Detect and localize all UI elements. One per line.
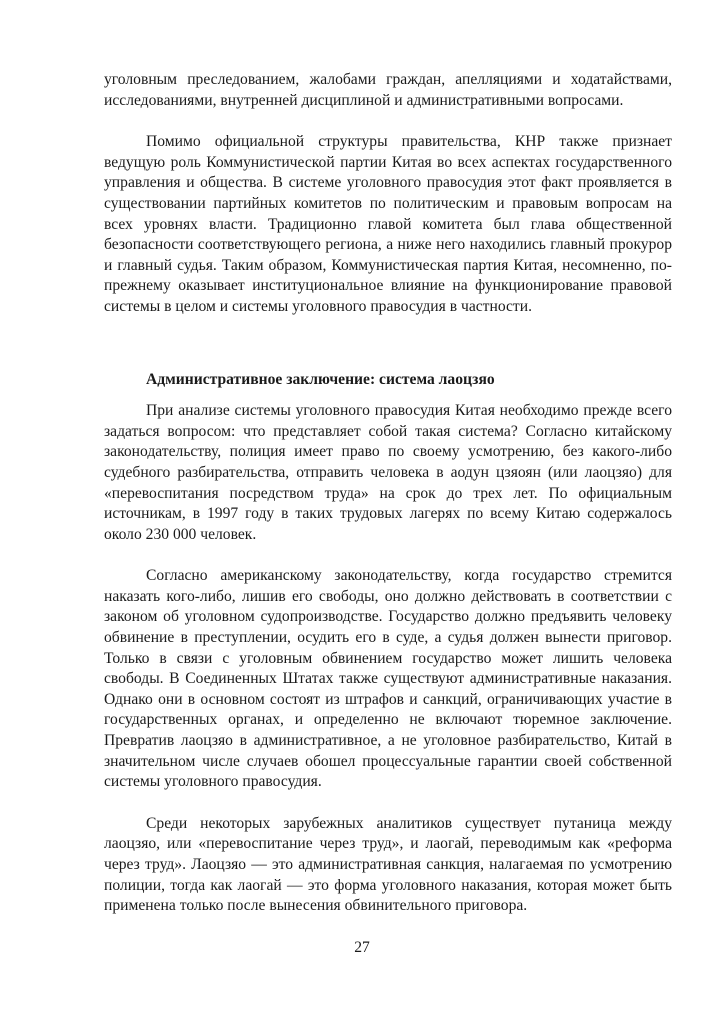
paragraph-spacer <box>104 111 672 132</box>
section-heading: Административное заключение: система лаоцзяо <box>146 370 495 388</box>
section-spacer <box>104 318 672 370</box>
paragraph-laojiao-intro: При анализе системы уголовного правосудия Китая необходимо прежде всего задаться вопросом: что представляет собой такая система? Согласно китайскому законодательству, полиция имеет право по своему усмотрению, без какого-либо судебного разбирательства, отправить человека в аодун цзяоян (или лаоцзяо) для «перевоспитания посредством труда» на срок до трех лет. По официальным источникам, в 1997 году в таких трудовых лагерях по всему Китаю содержалось около 230 000 человек. <box>104 402 672 543</box>
paragraph-continued: уголовным преследованием, жалобами граждан, апелляциями и ходатайствами, исследованиями, внутренней дисциплиной и административными вопросами. <box>104 71 672 109</box>
paragraph-spacer <box>104 793 672 814</box>
paragraph-spacer <box>104 545 672 566</box>
paragraph-party-role: Помимо официальной структуры правительства, КНР также признает ведущую роль Коммунистической партии Китая во всех аспектах государственного управления и общества. В системе уголовного правосудия этот факт проявляется в существовании партийных комитетов по политическим и правовым вопросам на всех уровнях власти. Традиционно главой комитета был глава общественной безопасности соответствующего региона, а ниже него находились главный прокурор и главный судья. Таким образом, Коммунистическая партия Китая, несомненно, по-прежнему оказывает институциональное влияние на функционирование правовой системы в целом и системы уголовного правосудия в частности. <box>104 133 672 315</box>
page-number: 27 <box>354 939 370 956</box>
paragraph-us-comparison: Согласно американскому законодательству, когда государство стремится наказать кого-либо, лишив его свободы, оно должно действовать в соответствии с законом об уголовном судопроизводстве. Государство должно предъявить человеку обвинение в преступлении, осудить его в суде, а судья должен вынести приговор. Только в связи с уголовным обвинением государство может лишить человека свободы. В Соединенных Штатах также существуют административные наказания. Однако они в основном состоят из штрафов и санкций, ограничивающих участие в государственных органах, и определенно не включают тюремное заключение. Превратив лаоцзяо в административное, а не уголовное разбирательство, Китай в значительном числе случаев обошел процессуальные гарантии своей собственной системы уголовного правосудия. <box>104 567 672 791</box>
heading-spacer <box>104 390 672 401</box>
page-body <box>104 70 672 917</box>
paragraph-laogai-distinction: Среди некоторых зарубежных аналитиков существует путаница между лаоцзяо, или «перевоспитание через труд», и лаогай, переводимым как «реформа через труд». Лаоцзяо — это административная санкция, налагаемая по усмотрению полиции, тогда как лаогай — это форма уголовного наказания, которая может быть применена только после вынесения обвинительного приговора. <box>104 814 672 915</box>
